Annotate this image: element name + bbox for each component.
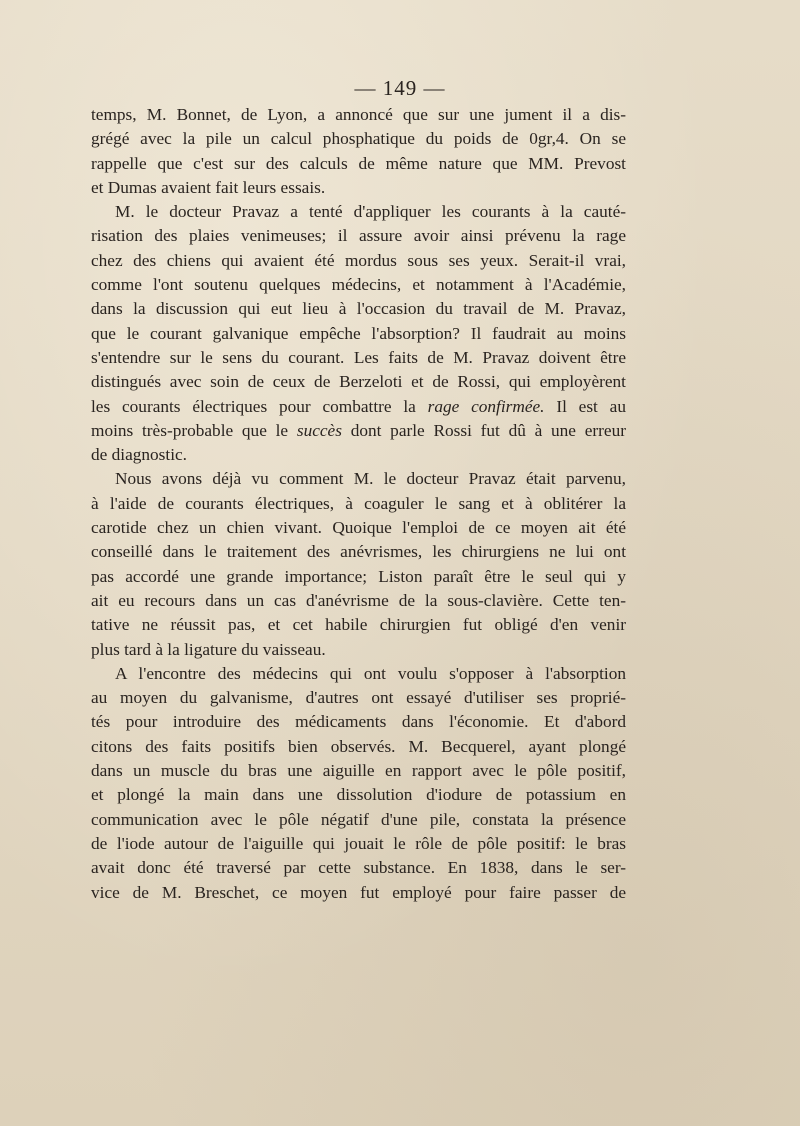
text-line: conseillé dans le traitement des anévrismes, les chirurgiens ne lui ont — [91, 542, 626, 562]
text-line: carotide chez un chien vivant. Quoique l'emploi de ce moyen ait été — [91, 518, 626, 538]
text-line: et plongé la main dans une dissolution d'iodure de potassium en — [91, 785, 626, 805]
text-line: chez des chiens qui avaient été mordus sous ses yeux. Serait-il vrai, — [91, 250, 626, 270]
text-line: citons des faits positifs bien observés. M. Becquerel, ayant plongé — [91, 736, 626, 756]
text-line: A l'encontre des médecins qui ont voulu s'opposer à l'absorption — [115, 663, 626, 683]
text-line: s'entendre sur le sens du courant. Les faits de M. Pravaz doivent être — [91, 347, 626, 367]
text-segment: dont parle Rossi fut dû à une erreur — [350, 420, 626, 440]
text-line: pas accordé une grande importance; Liston paraît être le seul qui y — [91, 566, 626, 586]
text-line: temps, M. Bonnet, de Lyon, a annoncé que sur une jument il a dis- — [91, 105, 626, 124]
text-line: au moyen du galvanisme, d'autres ont essayé d'utiliser ses proprié- — [91, 688, 626, 708]
text-line: dans la discussion qui eut lieu à l'occasion du travail de M. Pravaz, — [91, 299, 626, 319]
italic-phrase: rage confirmée. — [427, 396, 545, 416]
text-line: que le courant galvanique empêche l'absorption? Il faudrait au moins — [91, 323, 626, 343]
text-line: vice de M. Breschet, ce moyen fut employé pour faire passer de — [91, 882, 626, 902]
text-line: dans un muscle du bras une aiguille en rapport avec le pôle positif, — [91, 761, 626, 781]
text-line: rappelle que c'est sur des calculs de même nature que MM. Prevost — [91, 153, 626, 173]
text-line: comme l'ont soutenu quelques médecins, et notamment à l'Académie, — [91, 275, 626, 295]
text-line: avait donc été traversé par cette substance. En 1838, dans le ser- — [91, 858, 626, 878]
text-line: tative ne réussit pas, et cet habile chirurgien fut obligé d'en venir — [91, 615, 626, 635]
text-line: communication avec le pôle négatif d'une pile, constata la présence — [91, 809, 626, 829]
text-segment: les courants électriques pour combattre la — [91, 396, 416, 416]
text-line: tés pour introduire des médicaments dans l'économie. Et d'abord — [91, 712, 626, 732]
text-line: de diagnostic. — [91, 445, 187, 465]
text-line — [91, 395, 626, 419]
page-number: — 149 — — [354, 76, 446, 100]
text-line: à l'aide de courants électriques, à coaguler le sang et à oblitérer la — [91, 493, 626, 513]
text-line: risation des plaies venimeuses; il assure avoir ainsi prévenu la rage — [91, 226, 626, 246]
text-line: ait eu recours dans un cas d'anévrisme de la sous-clavière. Cette ten- — [91, 590, 626, 610]
text-line — [91, 419, 626, 443]
body-text — [91, 103, 626, 905]
text-line: M. le docteur Pravaz a tenté d'appliquer les courants à la cauté- — [115, 202, 626, 222]
text-line: de l'iode autour de l'aiguille qui jouait le rôle de pôle positif: le bras — [91, 833, 626, 853]
text-segment: Il est au — [556, 396, 626, 416]
text-line: plus tard à la ligature du vaisseau. — [91, 639, 326, 659]
text-segment: moins très-probable que le — [91, 420, 289, 440]
text-line: distingués avec soin de ceux de Berzeloti et de Rossi, qui employèrent — [91, 372, 626, 392]
text-line: grégé avec la pile un calcul phosphatique du poids de 0gr,4. On se — [91, 129, 626, 149]
text-line: et Dumas avaient fait leurs essais. — [91, 177, 326, 197]
italic-word: succès — [296, 420, 342, 440]
text-line: Nous avons déjà vu comment M. le docteur Pravaz était parvenu, — [115, 469, 626, 489]
